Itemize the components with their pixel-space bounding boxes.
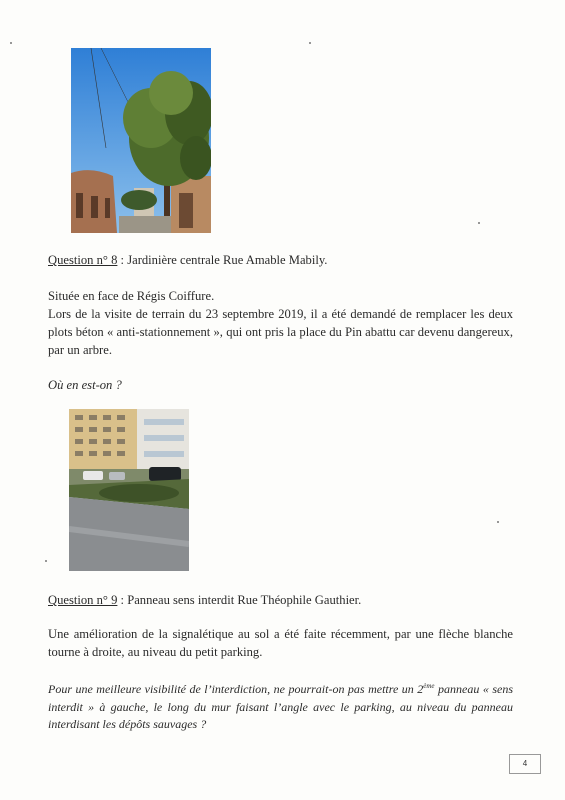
question-9-heading (48, 591, 513, 609)
question-8-heading (48, 251, 513, 269)
photo-tree-street (71, 48, 211, 233)
question-9-para1: Une amélioration de la signalétique au sol a été faite récemment, par une flèche blanche tourne à droite, au niveau du petit parking. (48, 627, 513, 659)
photo-tree-street-drawing (71, 48, 211, 233)
question-9-question (48, 678, 513, 734)
question-9-question-sup: ème (423, 682, 435, 690)
question-8-para1: Située en face de Régis Coiffure. (48, 289, 215, 303)
question-8-question: Où en est-on ? (48, 378, 122, 392)
page-number: 4 (509, 754, 541, 774)
scan-speck (10, 42, 12, 44)
scan-speck (309, 42, 311, 44)
photo-street-parking (69, 409, 189, 571)
question-9-question-after: panneau « sens interdit » à gauche, le long du mur faisant l’angle avec le parking, au niveau du panneau interdisant les dépôts sauvages ? (48, 682, 513, 731)
question-9-label: Question n° 9 (48, 593, 118, 607)
question-8-label: Question n° 8 (48, 253, 118, 267)
question-9-question-before: Pour une meilleure visibilité de l’interdiction, ne pourrait-on pas mettre un 2 (48, 682, 424, 696)
scan-speck (45, 560, 47, 562)
photo-street-parking-drawing (69, 409, 189, 571)
question-8-title: : Jardinière centrale Rue Amable Mabily. (117, 253, 328, 267)
scan-speck (478, 222, 480, 224)
scan-speck (497, 521, 499, 523)
question-9-title: : Panneau sens interdit Rue Théophile Gauthier. (117, 593, 362, 607)
question-8-para2: Lors de la visite de terrain du 23 septembre 2019, il a été demandé de remplacer les deux plots béton « anti-stationnement », qui ont pris la place du Pin abattu car devenu dangereux, par un arbre. (48, 307, 513, 357)
